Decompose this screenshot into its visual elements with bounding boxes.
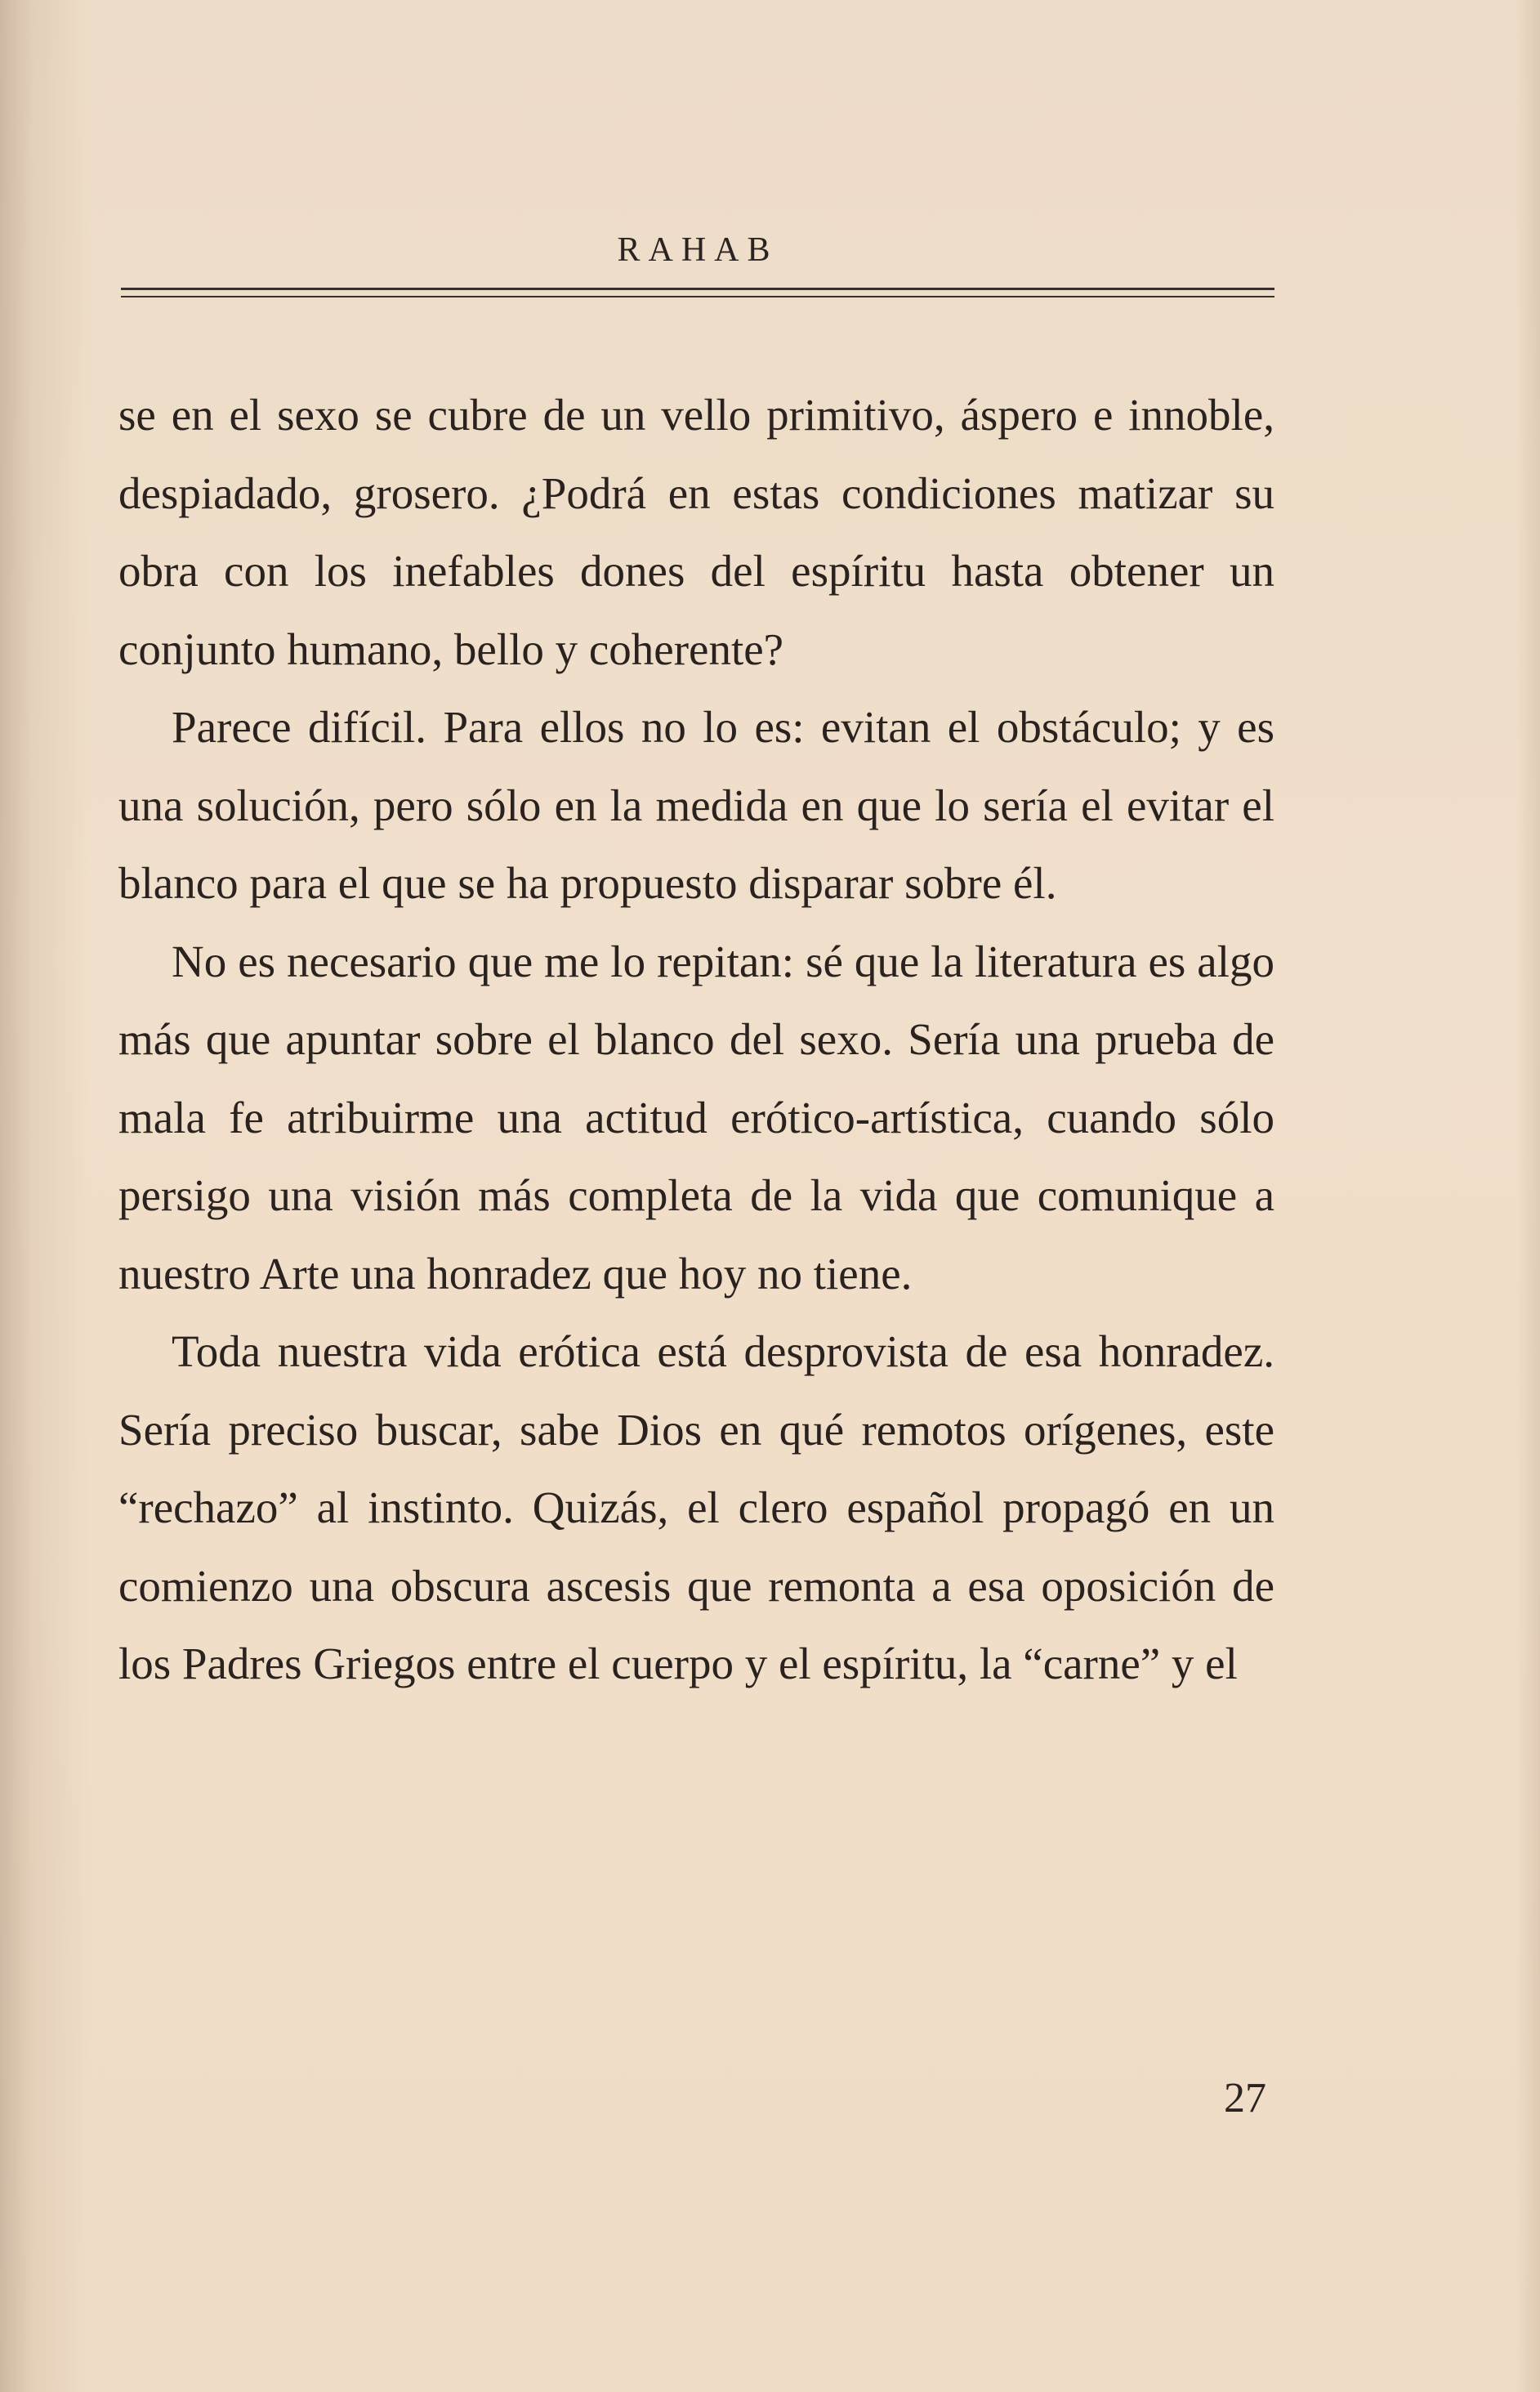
page-edge-shadow [1515, 0, 1540, 2392]
paragraph: Toda nuestra vida erótica está desprovista de esa honradez. Sería preciso buscar, sabe Dios en qué remotos orígenes, este “rechazo” al instinto. Quizás, el clero español propagó en un comienzo una obscura ascesis que remonta a esa oposición de los Padres Griegos entre el cuerpo y el espíritu, la “carne” y el [118, 1326, 1274, 1688]
paragraph-continued: se en el sexo se cubre de un vello primitivo, áspero e innoble, despiadado, grosero. ¿Podrá en estas condiciones matizar su obra con los inefables dones del espíritu hasta obtener un conjunto humano, bello y coherente? [118, 390, 1274, 674]
page-number: 27 [1224, 2075, 1266, 2122]
running-head: RAHAB [617, 231, 779, 269]
header-rule-top [121, 288, 1274, 290]
header-rule-bottom [121, 296, 1274, 297]
paragraph: Parece difícil. Para ellos no lo es: evitan el obstáculo; y es una solución, pero sólo en la medida en que lo sería el evitar el blanco para el que se ha propuesto disparar sobre él. [118, 702, 1274, 908]
body-text [118, 376, 1274, 1703]
paragraph: No es necesario que me lo repitan: sé que la literatura es algo más que apuntar sobre el blanco del sexo. Sería una prueba de mala fe atribuirme una actitud erótico-artística, cuando sólo persigo una visión más completa de la vida que comunique a nuestro Arte una honradez que hoy no tiene. [118, 936, 1274, 1299]
